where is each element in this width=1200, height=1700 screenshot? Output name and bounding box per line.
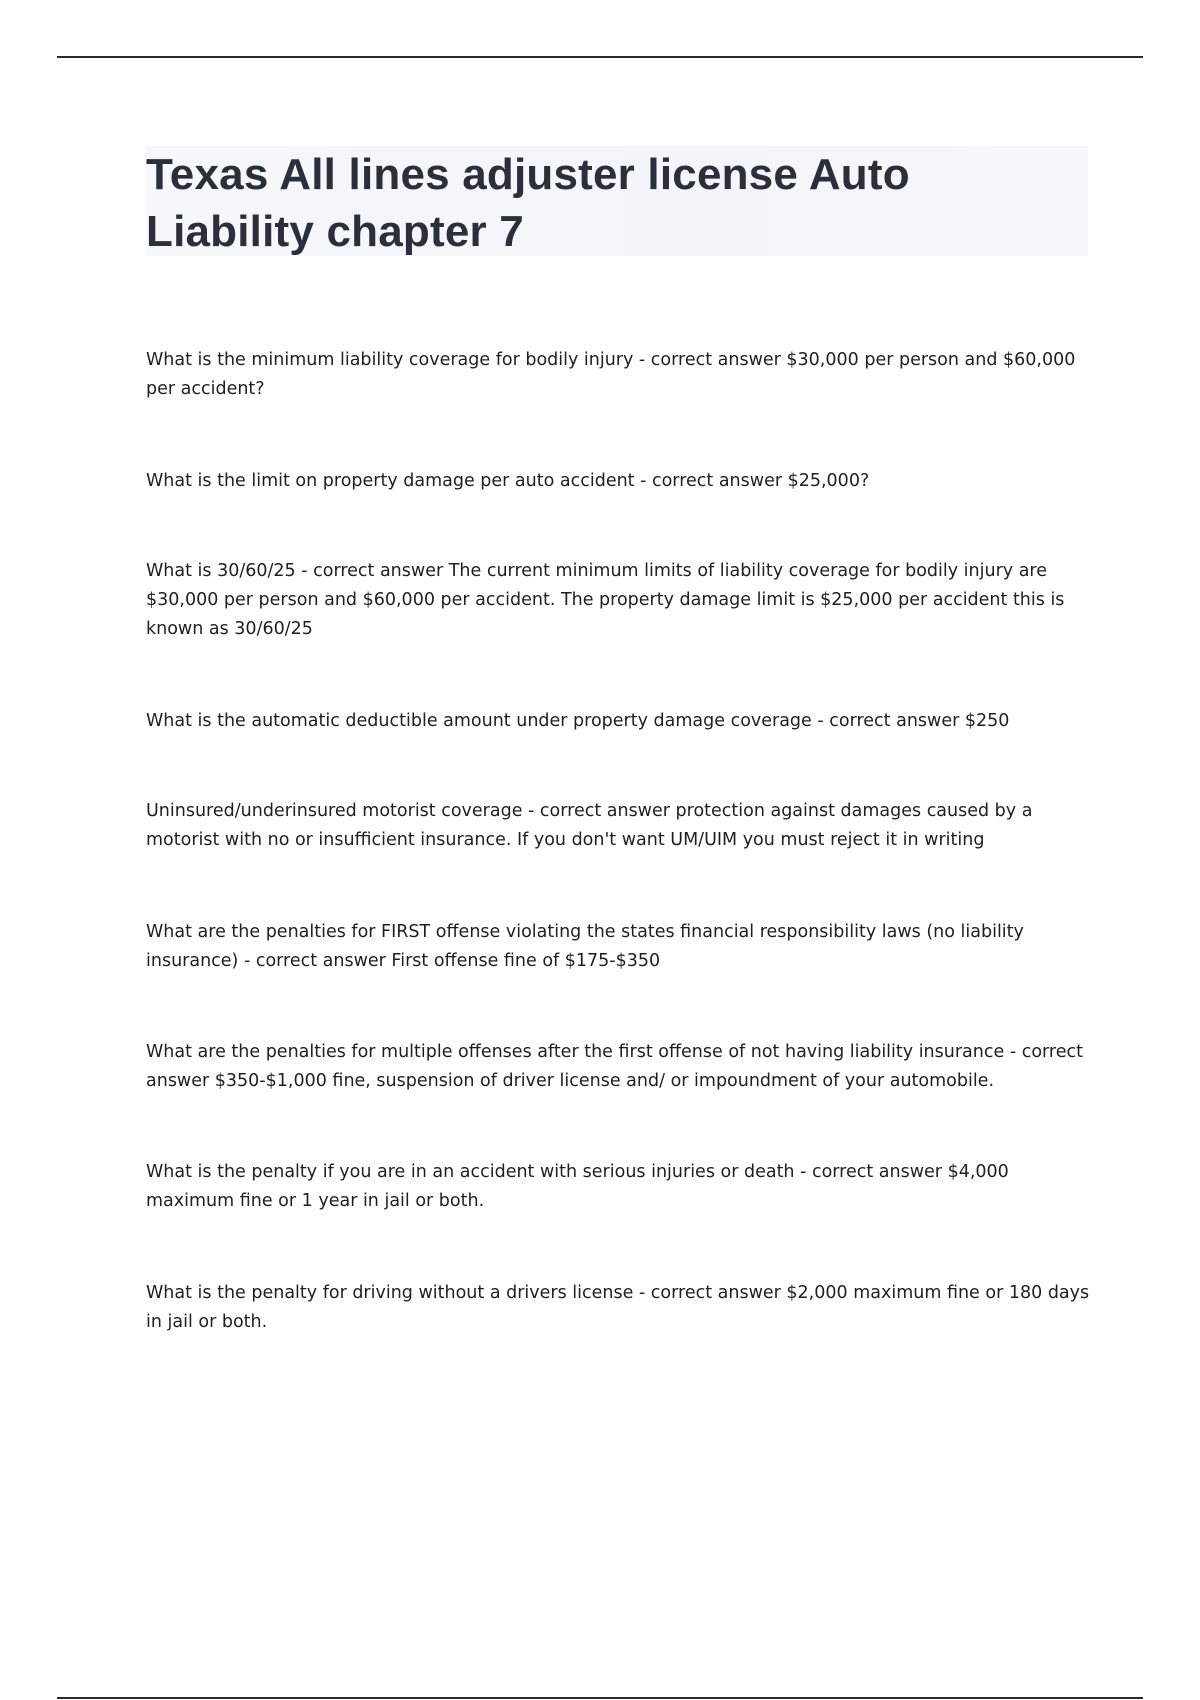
qa-item-5: Uninsured/underinsured motorist coverage - correct answer protection against damages caused by a motorist with no or insufficient insurance. If you don't want UM/UIM you must reject it in writing [146, 801, 1033, 850]
bottom-rule [57, 1697, 1143, 1699]
qa-item-9: What is the penalty for driving without a drivers license - correct answer $2,000 maximum fine or 180 days in jail or both. [146, 1283, 1090, 1332]
qa-item-8: What is the penalty if you are in an accident with serious injuries or death - correct answer $4,000 maximum fine or 1 year in jail or both. [146, 1162, 1009, 1211]
qa-item-3: What is 30/60/25 - correct answer The current minimum limits of liability coverage for bodily injury are $30,000 per person and $60,000 per accident. The property damage limit is $25,000 per accident this is known as 30/60/25 [146, 561, 1065, 639]
title-banner [146, 146, 1088, 256]
qa-item-6: What are the penalties for FIRST offense violating the states financial responsibility laws (no liability insurance) - correct answer First offense fine of $175-$350 [146, 922, 1024, 971]
top-rule [57, 56, 1143, 58]
qa-item-4: What is the automatic deductible amount under property damage coverage - correct answer $250 [146, 711, 1010, 731]
qa-item-2: What is the limit on property damage per auto accident - correct answer $25,000? [146, 471, 870, 491]
qa-item-1: What is the minimum liability coverage for bodily injury - correct answer $30,000 per person and $60,000 per accident? [146, 350, 1076, 399]
document-title: Texas All lines adjuster license Auto Liability chapter 7 [146, 150, 910, 256]
qa-item-7: What are the penalties for multiple offenses after the first offense of not having liability insurance - correct answer $350-$1,000 fine, suspension of driver license and/ or impoundment of your automobile. [146, 1042, 1083, 1091]
